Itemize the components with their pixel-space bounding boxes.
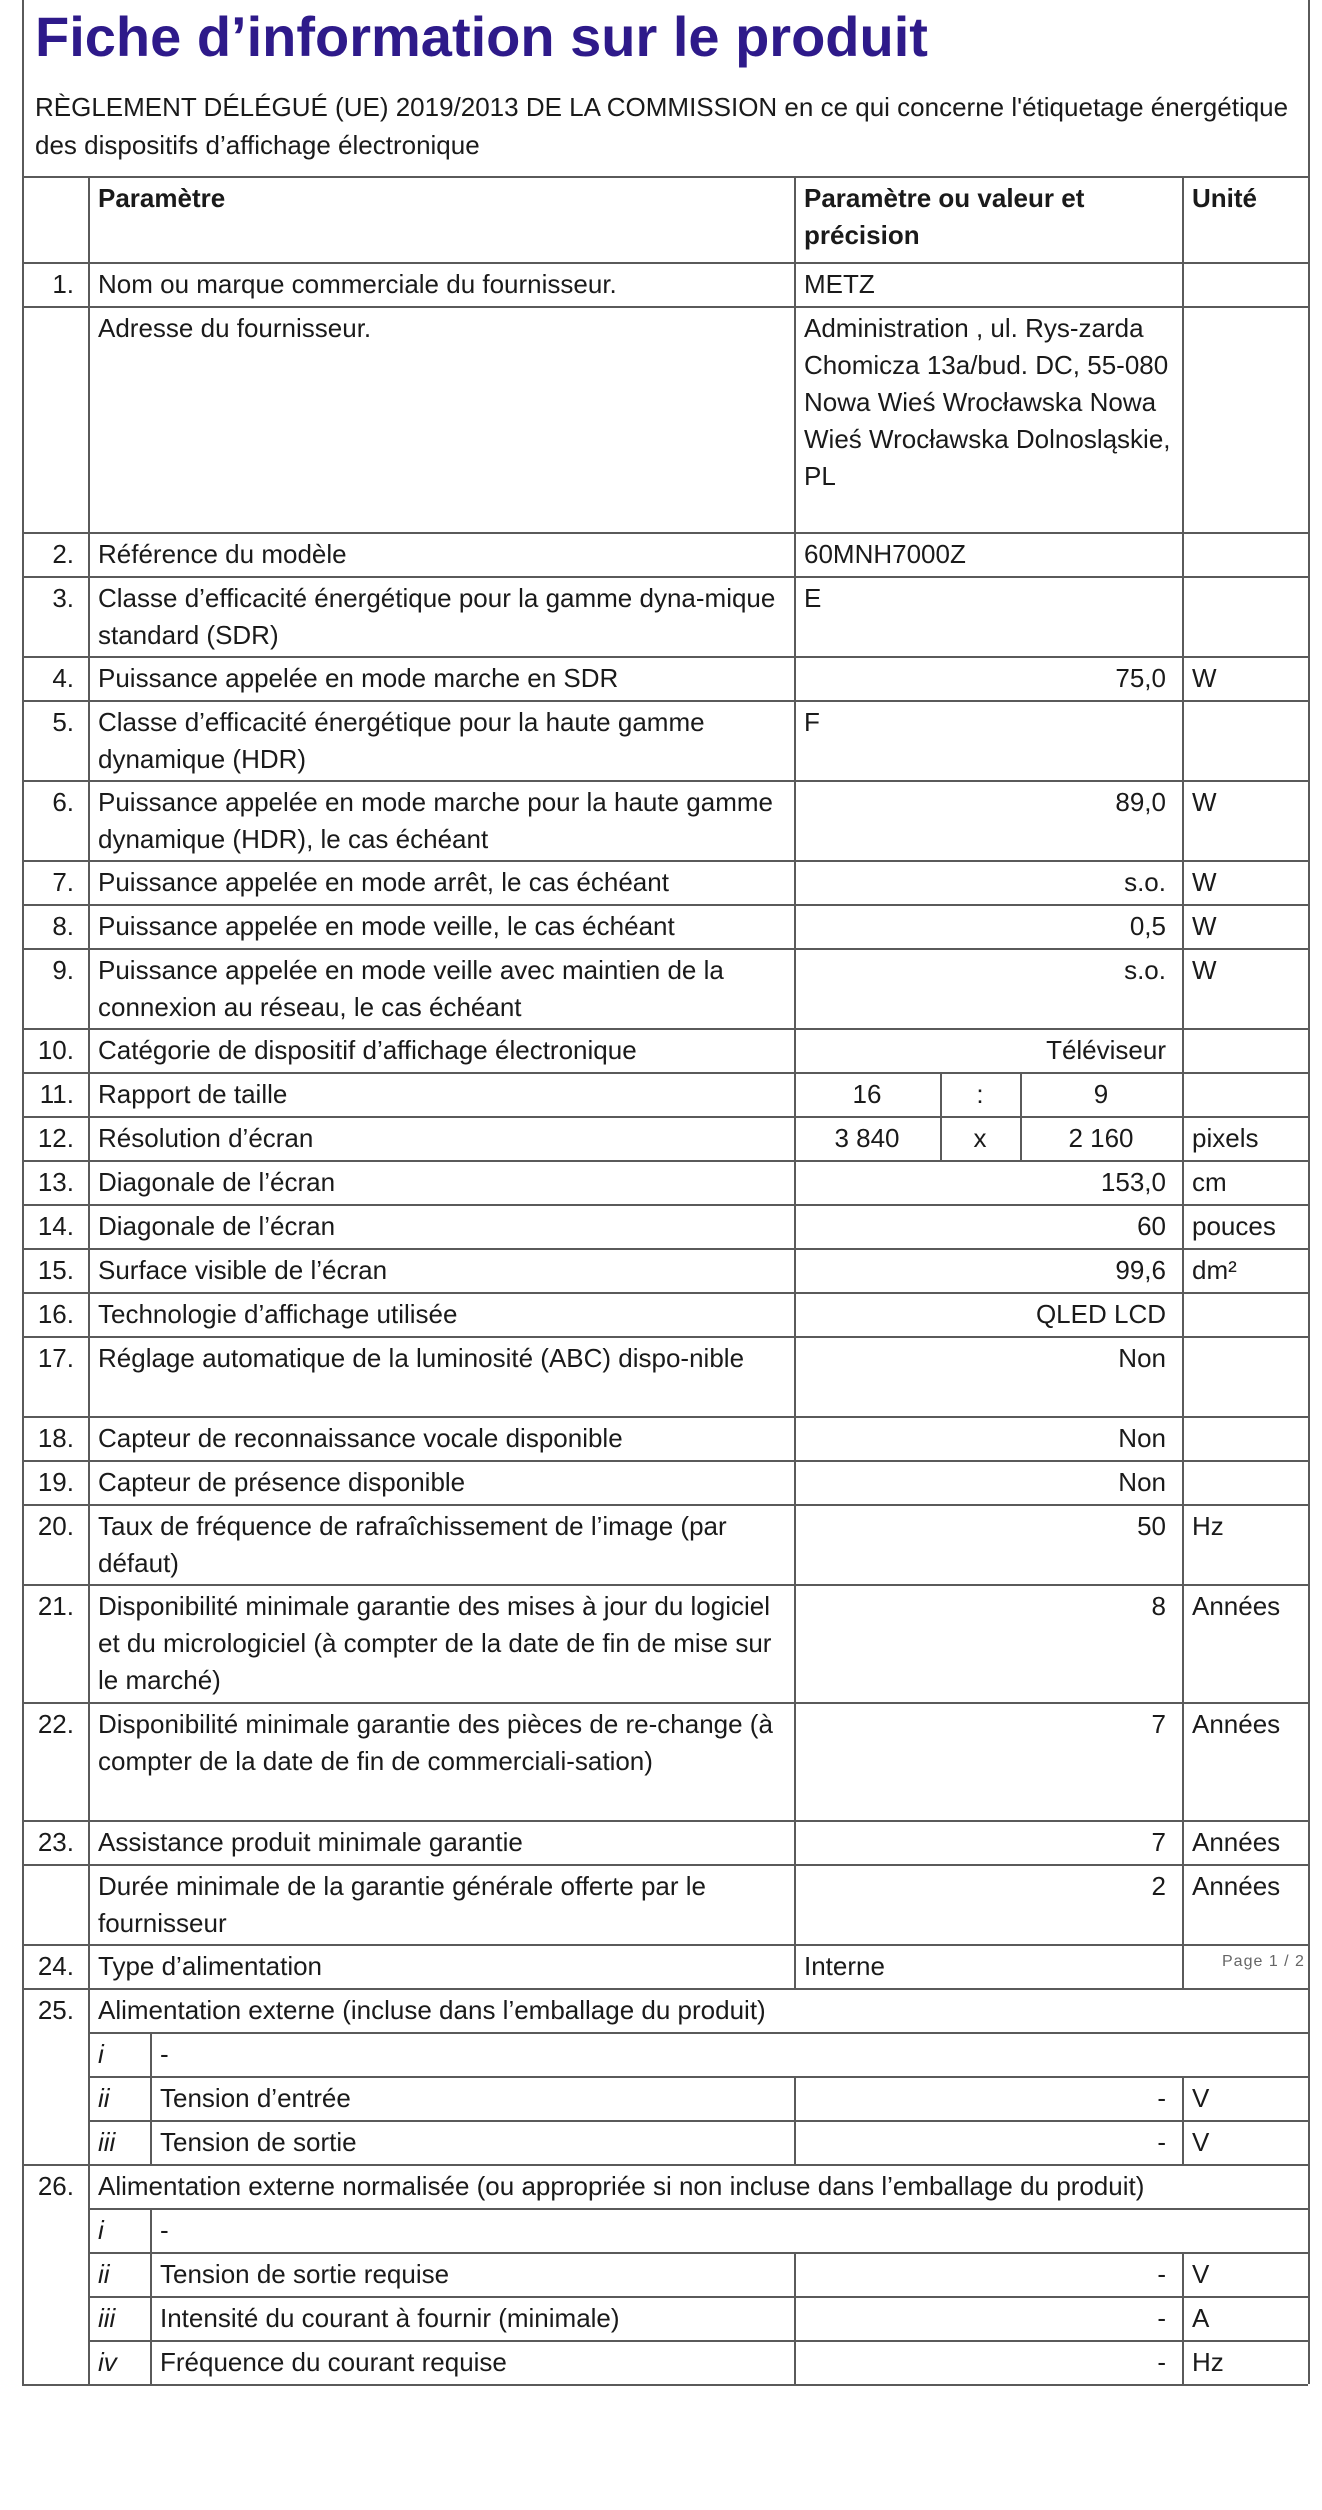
table-rule bbox=[1308, 1416, 1310, 1460]
row-number: 5. bbox=[52, 707, 74, 737]
table-rule bbox=[1308, 2340, 1310, 2384]
row-number: 6. bbox=[52, 787, 74, 817]
table-rule bbox=[1308, 2032, 1310, 2076]
table-rule bbox=[22, 2384, 1308, 2386]
row-label: Classe d’efficacité énergétique pour la haute gamme dynamique (HDR) bbox=[98, 707, 705, 774]
sub-label: Fréquence du courant requise bbox=[160, 2347, 507, 2377]
table-rule bbox=[22, 2296, 24, 2340]
row-unit: W bbox=[1192, 867, 1217, 897]
header-parameter: Paramètre bbox=[98, 183, 226, 213]
row-value: Non bbox=[1118, 1423, 1166, 1453]
row-value: 8 bbox=[1151, 1591, 1166, 1621]
header-value: Paramètre ou valeur et précision bbox=[804, 183, 1085, 250]
row-unit bbox=[1182, 1336, 1308, 1416]
row-value: QLED LCD bbox=[1035, 1299, 1166, 1329]
row-value: 7 bbox=[1151, 1709, 1166, 1739]
table-rule bbox=[1308, 1820, 1310, 1864]
row-number: 4. bbox=[52, 663, 74, 693]
table-rule bbox=[1182, 176, 1184, 262]
row-value: METZ bbox=[804, 269, 875, 299]
sub-value: - bbox=[1157, 2303, 1166, 2333]
row-value: F bbox=[804, 707, 820, 737]
table-rule bbox=[1308, 262, 1310, 306]
table-rule bbox=[22, 2208, 24, 2252]
sub-index: iii bbox=[98, 2303, 116, 2333]
sub-value: - bbox=[1157, 2127, 1166, 2157]
row-number: 3. bbox=[52, 583, 74, 613]
row-number: 7. bbox=[52, 867, 74, 897]
row-unit bbox=[1182, 1460, 1308, 1504]
value-part: 9 bbox=[1093, 1079, 1109, 1109]
row-label: Diagonale de l’écran bbox=[98, 1167, 336, 1197]
sub-unit: V bbox=[1192, 2083, 1210, 2113]
row-value: 153,0 bbox=[1100, 1167, 1166, 1197]
row-label: Assistance produit minimale garantie bbox=[98, 1827, 523, 1857]
table-rule bbox=[1308, 1204, 1310, 1248]
row-unit: W bbox=[1192, 911, 1217, 941]
table-rule bbox=[1308, 176, 1310, 262]
table-rule bbox=[1308, 0, 1310, 176]
table-rule bbox=[1308, 1072, 1310, 1116]
row-number: 25. bbox=[37, 1995, 74, 2025]
row-unit: dm² bbox=[1192, 1255, 1237, 1285]
section-label: Alimentation externe normalisée (ou appropriée si non incluse dans l’emballage du produit) bbox=[98, 2171, 1145, 2201]
row-number: 21. bbox=[37, 1591, 74, 1621]
section-label: Alimentation externe (incluse dans l’emballage du produit) bbox=[98, 1995, 766, 2025]
row-unit: pixels bbox=[1192, 1123, 1259, 1153]
table-rule bbox=[22, 2340, 24, 2384]
header-unit: Unité bbox=[1192, 183, 1257, 213]
table-rule bbox=[1308, 1460, 1310, 1504]
table-rule bbox=[1308, 1944, 1310, 1988]
row-unit bbox=[1182, 1028, 1308, 1072]
row-number: 22. bbox=[37, 1709, 74, 1739]
row-unit: Années bbox=[1192, 1709, 1281, 1739]
sub-index: iv bbox=[98, 2347, 117, 2377]
row-unit bbox=[1182, 1416, 1308, 1460]
table-rule bbox=[1308, 2208, 1310, 2252]
page-marker: Page 1 / 2 bbox=[1222, 1953, 1305, 1970]
table-rule bbox=[1308, 1702, 1310, 1820]
row-label: Puissance appelée en mode marche pour la haute gamme dynamique (HDR), le cas échéant bbox=[98, 787, 773, 854]
table-rule bbox=[22, 2252, 24, 2296]
sub-label: Tension d’entrée bbox=[160, 2083, 351, 2113]
row-number: 16. bbox=[37, 1299, 74, 1329]
table-rule bbox=[1308, 1504, 1310, 1584]
table-rule bbox=[1308, 532, 1310, 576]
row-unit bbox=[1182, 306, 1308, 532]
table-rule bbox=[1308, 2252, 1310, 2296]
row-value: Téléviseur bbox=[1046, 1035, 1166, 1065]
row-label: Référence du modèle bbox=[98, 539, 347, 569]
row-label: Diagonale de l’écran bbox=[98, 1211, 336, 1241]
table-rule bbox=[1308, 860, 1310, 904]
row-value: s.o. bbox=[1124, 955, 1166, 985]
table-rule bbox=[1308, 2164, 1310, 2208]
row-unit: Années bbox=[1192, 1827, 1281, 1857]
row-value: Non bbox=[1118, 1343, 1166, 1373]
table-rule bbox=[1308, 780, 1310, 860]
row-label: Puissance appelée en mode arrêt, le cas échéant bbox=[98, 867, 669, 897]
sub-index: i bbox=[98, 2215, 104, 2245]
row-label: Catégorie de dispositif d’affichage électronique bbox=[98, 1035, 637, 1065]
row-number: 10. bbox=[37, 1035, 74, 1065]
row-label: Rapport de taille bbox=[98, 1079, 288, 1109]
value-part: 2 160 bbox=[1068, 1123, 1134, 1153]
row-label: Classe d’efficacité énergétique pour la gamme dyna-mique standard (SDR) bbox=[98, 583, 776, 650]
sub-index: i bbox=[98, 2039, 104, 2069]
row-unit: pouces bbox=[1192, 1211, 1276, 1241]
sub-label: Intensité du courant à fournir (minimale) bbox=[160, 2303, 620, 2333]
row-value: 89,0 bbox=[1115, 787, 1166, 817]
row-label: Puissance appelée en mode veille avec maintien de la connexion au réseau, le cas échéant bbox=[98, 955, 724, 1022]
row-number: 11. bbox=[39, 1079, 74, 1109]
row-label: Durée minimale de la garantie générale offerte par le fournisseur bbox=[98, 1871, 706, 1938]
sub-label: - bbox=[160, 2215, 169, 2245]
row-value: 50 bbox=[1137, 1511, 1166, 1541]
row-label: Capteur de présence disponible bbox=[98, 1467, 466, 1497]
row-number: 14. bbox=[37, 1211, 74, 1241]
sub-value: - bbox=[1157, 2083, 1166, 2113]
row-unit: Années bbox=[1192, 1871, 1281, 1901]
row-unit: Hz bbox=[1192, 1511, 1224, 1541]
table-rule bbox=[1308, 2296, 1310, 2340]
table-rule bbox=[1308, 1336, 1310, 1416]
row-value: 0,5 bbox=[1129, 911, 1166, 941]
sub-index: iii bbox=[98, 2127, 116, 2157]
row-number: 12. bbox=[37, 1123, 74, 1153]
row-value: 60MNH7000Z bbox=[804, 539, 966, 569]
row-label: Disponibilité minimale garantie des mises à jour du logiciel et du micrologiciel (à compter de la date de fin de mise sur le marché) bbox=[98, 1591, 772, 1695]
row-number: 20. bbox=[37, 1511, 74, 1541]
table-rule bbox=[1308, 1160, 1310, 1204]
row-value: Non bbox=[1118, 1467, 1166, 1497]
table-rule bbox=[1308, 1584, 1310, 1702]
row-unit: cm bbox=[1192, 1167, 1227, 1197]
row-label: Résolution d’écran bbox=[98, 1123, 314, 1153]
table-rule bbox=[794, 176, 796, 262]
table-rule bbox=[1308, 576, 1310, 656]
table-rule bbox=[1308, 948, 1310, 1028]
sub-label: Tension de sortie requise bbox=[160, 2259, 450, 2289]
row-value: Administration , ul. Rys-zarda Chomicza 13a/bud. DC, 55-080 Nowa Wieś Wrocławska Nowa Wieś Wrocławska Dolnosląskie, PL bbox=[804, 313, 1171, 491]
row-number bbox=[22, 306, 88, 532]
row-value: 2 bbox=[1151, 1871, 1166, 1901]
sub-unit: V bbox=[1192, 2259, 1210, 2289]
row-label: Puissance appelée en mode marche en SDR bbox=[98, 663, 619, 693]
table-rule bbox=[1308, 904, 1310, 948]
row-unit bbox=[1182, 1072, 1308, 1116]
row-label: Taux de fréquence de rafraîchissement de l’image (par défaut) bbox=[98, 1511, 727, 1578]
table-rule bbox=[1308, 1116, 1310, 1160]
row-number: 9. bbox=[52, 955, 74, 985]
sub-label: Tension de sortie bbox=[160, 2127, 357, 2157]
row-value: E bbox=[804, 583, 822, 613]
row-number: 13. bbox=[37, 1167, 74, 1197]
row-unit bbox=[1182, 576, 1308, 656]
value-separator: x bbox=[973, 1123, 987, 1153]
sub-index: ii bbox=[98, 2083, 110, 2113]
row-number: 23. bbox=[37, 1827, 74, 1857]
row-label: Adresse du fournisseur. bbox=[98, 313, 372, 343]
sub-unit: Hz bbox=[1192, 2347, 1224, 2377]
row-label: Disponibilité minimale garantie des pièces de re-change (à compter de la date de fin de commerciali-sation) bbox=[98, 1709, 773, 1776]
sub-unit: V bbox=[1192, 2127, 1210, 2157]
row-label: Technologie d’affichage utilisée bbox=[98, 1299, 458, 1329]
row-number: 8. bbox=[52, 911, 74, 941]
row-number: 15. bbox=[37, 1255, 74, 1285]
row-value: 75,0 bbox=[1115, 663, 1166, 693]
table-rule bbox=[1308, 1988, 1310, 2032]
table-rule bbox=[1308, 700, 1310, 780]
row-number: 17. bbox=[37, 1343, 74, 1373]
table-rule bbox=[1308, 1864, 1310, 1944]
row-number: 18. bbox=[37, 1423, 74, 1453]
row-unit: W bbox=[1192, 787, 1217, 817]
table-rule bbox=[22, 176, 24, 262]
row-value: 7 bbox=[1151, 1827, 1166, 1857]
table-rule bbox=[88, 176, 90, 262]
row-value: Interne bbox=[804, 1951, 885, 1981]
table-rule bbox=[22, 2032, 24, 2076]
table-rule bbox=[22, 2120, 24, 2164]
sub-index: ii bbox=[98, 2259, 110, 2289]
row-value: s.o. bbox=[1124, 867, 1166, 897]
value-part: 3 840 bbox=[834, 1123, 900, 1153]
table-rule bbox=[1308, 2076, 1310, 2120]
table-rule bbox=[1308, 2120, 1310, 2164]
row-number: 1. bbox=[52, 269, 74, 299]
value-separator: : bbox=[976, 1079, 984, 1109]
table-rule bbox=[22, 2076, 24, 2120]
row-unit bbox=[1182, 700, 1308, 780]
row-unit bbox=[1182, 1292, 1308, 1336]
row-number: 19. bbox=[37, 1467, 74, 1497]
row-label: Puissance appelée en mode veille, le cas échéant bbox=[98, 911, 675, 941]
row-number: 26. bbox=[37, 2171, 74, 2201]
row-label: Nom ou marque commerciale du fournisseur. bbox=[98, 269, 617, 299]
row-unit: W bbox=[1192, 663, 1217, 693]
table-rule bbox=[1308, 1028, 1310, 1072]
row-value: 99,6 bbox=[1115, 1255, 1166, 1285]
row-number: 24. bbox=[37, 1951, 74, 1981]
value-part: 16 bbox=[852, 1079, 882, 1109]
row-unit bbox=[1182, 262, 1308, 306]
row-unit bbox=[1182, 532, 1308, 576]
row-unit: W bbox=[1192, 955, 1217, 985]
sub-label: - bbox=[160, 2039, 169, 2069]
row-label: Type d’alimentation bbox=[98, 1951, 323, 1981]
row-number: 2. bbox=[52, 539, 74, 569]
row-label: Capteur de reconnaissance vocale disponible bbox=[98, 1423, 623, 1453]
row-number bbox=[22, 1864, 88, 1944]
row-label: Réglage automatique de la luminosité (ABC) dispo-nible bbox=[98, 1343, 745, 1373]
table-rule bbox=[1308, 1248, 1310, 1292]
row-value: 60 bbox=[1137, 1211, 1166, 1241]
table-rule bbox=[1308, 306, 1310, 532]
row-unit: Années bbox=[1192, 1591, 1281, 1621]
table-rule bbox=[22, 0, 24, 176]
sub-value: - bbox=[1157, 2259, 1166, 2289]
sub-unit: A bbox=[1192, 2303, 1210, 2333]
page-title: Fiche d’information sur le produit bbox=[35, 5, 928, 68]
table-rule bbox=[1308, 1292, 1310, 1336]
row-label: Surface visible de l’écran bbox=[98, 1255, 388, 1285]
sub-value: - bbox=[1157, 2347, 1166, 2377]
table-rule bbox=[1308, 656, 1310, 700]
regulation-subtitle: RÈGLEMENT DÉLÉGUÉ (UE) 2019/2013 DE LA COMMISSION en ce qui concerne l'étiquetage énergétique des dispositifs d’affichage électronique bbox=[35, 92, 1289, 160]
